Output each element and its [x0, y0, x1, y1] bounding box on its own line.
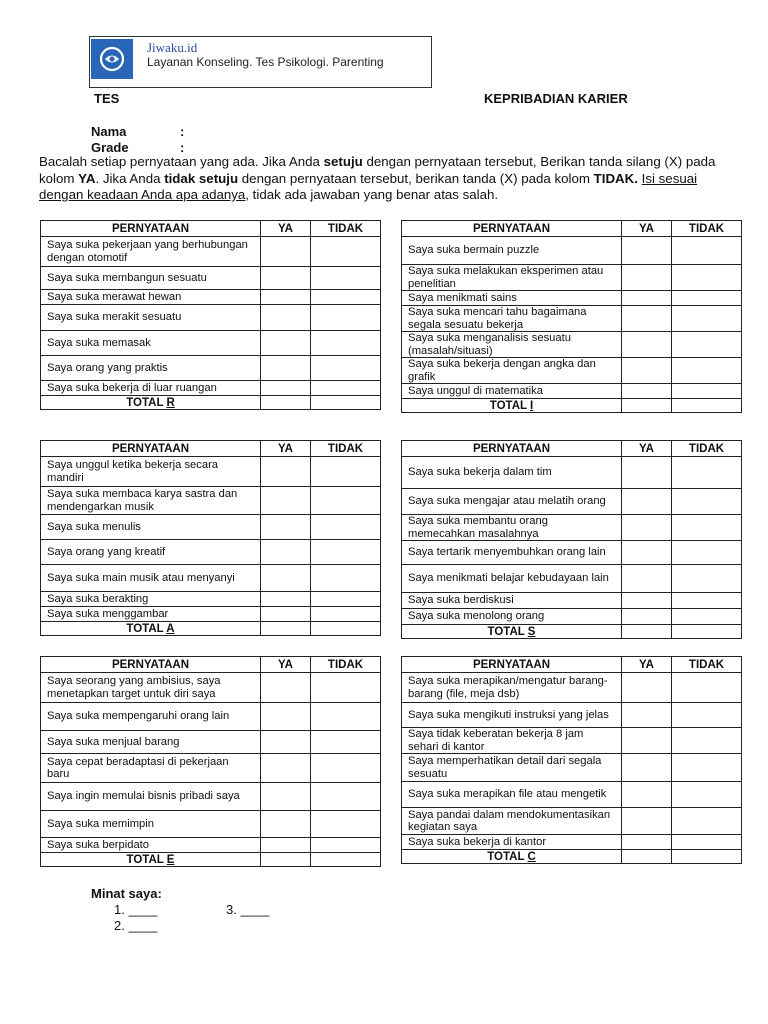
- no-cell[interactable]: [311, 811, 381, 838]
- no-cell[interactable]: [672, 457, 742, 489]
- total-label: TOTAL C: [402, 850, 622, 864]
- statement-cell: Saya suka bekerja dalam tim: [402, 457, 622, 489]
- statement-cell: Saya suka menolong orang: [402, 609, 622, 625]
- no-cell[interactable]: [672, 515, 742, 541]
- table-header-row: [402, 441, 742, 457]
- no-cell[interactable]: [672, 728, 742, 754]
- yes-cell[interactable]: [261, 331, 311, 356]
- yes-cell[interactable]: [261, 305, 311, 331]
- statement-cell: Saya unggul di matematika: [402, 384, 622, 399]
- col-no-header: TIDAK: [672, 441, 742, 457]
- statement-cell: Saya tertarik menyembuhkan orang lain: [402, 541, 622, 565]
- total-yes-cell[interactable]: [622, 399, 672, 413]
- total-yes-cell[interactable]: [261, 396, 311, 410]
- no-cell[interactable]: [672, 593, 742, 609]
- minat-title: Minat saya:: [91, 886, 162, 901]
- total-no-cell[interactable]: [672, 850, 742, 864]
- table-row: [41, 838, 381, 853]
- no-cell[interactable]: [672, 565, 742, 593]
- total-label: TOTAL A: [41, 622, 261, 636]
- table-row: [402, 835, 742, 850]
- yes-cell[interactable]: [261, 703, 311, 731]
- statement-cell: Saya suka membaca karya sastra dan mendengarkan musik: [41, 487, 261, 515]
- statement-cell: Saya ingin memulai bisnis pribadi saya: [41, 783, 261, 811]
- total-code: E: [166, 853, 175, 866]
- statement-cell: Saya suka mempengaruhi orang lain: [41, 703, 261, 731]
- col-no-header: TIDAK: [311, 441, 381, 457]
- no-cell[interactable]: [311, 515, 381, 540]
- yes-cell[interactable]: [261, 754, 311, 783]
- col-yes-header: YA: [261, 441, 311, 457]
- table-row: [402, 332, 742, 358]
- no-cell[interactable]: [672, 384, 742, 399]
- yes-cell[interactable]: [261, 565, 311, 592]
- table-row: [402, 291, 742, 306]
- statement-cell: Saya suka menulis: [41, 515, 261, 540]
- table-row: [402, 754, 742, 782]
- total-yes-cell[interactable]: [622, 850, 672, 864]
- statement-cell: Saya suka menganalisis sesuatu (masalah/situasi): [402, 332, 622, 358]
- table-row: [41, 237, 381, 267]
- no-cell[interactable]: [672, 703, 742, 728]
- table-row: [41, 305, 381, 331]
- statement-cell: Saya orang yang praktis: [41, 356, 261, 381]
- statement-cell: Saya suka membangun sesuatu: [41, 267, 261, 290]
- table-row: [41, 565, 381, 592]
- total-code: S: [527, 625, 536, 638]
- statement-cell: Saya suka merakit sesuatu: [41, 305, 261, 331]
- total-row: [41, 396, 381, 410]
- table-row: [402, 358, 742, 384]
- statement-cell: Saya menikmati sains: [402, 291, 622, 306]
- yes-cell[interactable]: [261, 515, 311, 540]
- col-yes-header: YA: [261, 221, 311, 237]
- instructions: Bacalah setiap pernyataan yang ada. Jika Anda setuju dengan pernyataan tersebut, Berikan tanda silang (X) pada kolom YA. Jika Anda tidak setuju dengan pernyataan tersebut, berikan tanda (X) pada kolom TIDAK. Isi sesuai dengan keadaan Anda apa adanya, tidak ada jawaban yang benar atas salah.: [39, 154, 716, 202]
- table-row: [402, 384, 742, 399]
- no-cell[interactable]: [311, 267, 381, 290]
- no-cell[interactable]: [311, 487, 381, 515]
- table-row: [402, 609, 742, 625]
- total-no-cell[interactable]: [672, 625, 742, 639]
- table-row: [41, 811, 381, 838]
- yes-cell[interactable]: [622, 593, 672, 609]
- col-statement-header: PERNYATAAN: [41, 657, 261, 673]
- table-row: [41, 731, 381, 754]
- table-row: [41, 290, 381, 305]
- no-cell[interactable]: [311, 381, 381, 396]
- table-row: [402, 728, 742, 754]
- yes-cell[interactable]: [261, 731, 311, 754]
- yes-cell[interactable]: [261, 838, 311, 853]
- jiwaku-logo-icon: [91, 39, 133, 79]
- total-no-cell[interactable]: [672, 399, 742, 413]
- statement-cell: Saya pandai dalam mendokumentasikan kegiatan saya: [402, 808, 622, 835]
- total-code: C: [527, 850, 536, 863]
- table-row: [41, 267, 381, 290]
- table-row: [402, 782, 742, 808]
- yes-cell[interactable]: [261, 487, 311, 515]
- yes-cell[interactable]: [622, 754, 672, 782]
- statement-cell: Saya suka mencari tahu bagaimana segala sesuatu bekerja: [402, 306, 622, 332]
- table-row: [402, 565, 742, 593]
- total-row: [41, 853, 381, 867]
- table-row: [41, 457, 381, 487]
- yes-cell[interactable]: [261, 540, 311, 565]
- table-row: [41, 540, 381, 565]
- yes-cell[interactable]: [261, 267, 311, 290]
- total-yes-cell[interactable]: [261, 853, 311, 867]
- table-row: [41, 673, 381, 703]
- table-row: [41, 607, 381, 622]
- no-cell[interactable]: [672, 306, 742, 332]
- table-header-row: [41, 221, 381, 237]
- col-no-header: TIDAK: [672, 657, 742, 673]
- table-r: [40, 220, 381, 410]
- statement-cell: Saya seorang yang ambisius, saya menetapkan target untuk diri saya: [41, 673, 261, 703]
- table-row: [41, 515, 381, 540]
- no-cell[interactable]: [311, 356, 381, 381]
- statement-cell: Saya tidak keberatan bekerja 8 jam sehari di kantor: [402, 728, 622, 754]
- brand-tagline: Layanan Konseling. Tes Psikologi. Parenting: [147, 55, 384, 69]
- total-code: R: [166, 396, 175, 409]
- minat-item-3: 3. ____: [226, 902, 270, 917]
- yes-cell[interactable]: [622, 609, 672, 625]
- table-i: [401, 220, 742, 413]
- total-row: [402, 850, 742, 864]
- no-cell[interactable]: [311, 731, 381, 754]
- table-header-row: [402, 657, 742, 673]
- col-statement-header: PERNYATAAN: [402, 441, 622, 457]
- no-cell[interactable]: [672, 291, 742, 306]
- yes-cell[interactable]: [261, 592, 311, 607]
- no-cell[interactable]: [311, 838, 381, 853]
- brand-name: Jiwaku.id: [147, 40, 198, 55]
- statement-cell: Saya suka berpidato: [41, 838, 261, 853]
- table-row: [402, 489, 742, 515]
- yes-cell[interactable]: [261, 811, 311, 838]
- no-cell[interactable]: [672, 673, 742, 703]
- no-cell[interactable]: [672, 237, 742, 265]
- statement-cell: Saya memperhatikan detail dari segala sesuatu: [402, 754, 622, 782]
- header-box: [89, 36, 432, 88]
- table-row: [41, 487, 381, 515]
- yes-cell[interactable]: [622, 291, 672, 306]
- total-label: TOTAL R: [41, 396, 261, 410]
- no-cell[interactable]: [672, 358, 742, 384]
- table-row: [402, 593, 742, 609]
- no-cell[interactable]: [311, 290, 381, 305]
- no-cell[interactable]: [672, 265, 742, 291]
- table-row: [402, 703, 742, 728]
- no-cell[interactable]: [311, 305, 381, 331]
- statement-cell: Saya menikmati belajar kebudayaan lain: [402, 565, 622, 593]
- no-cell[interactable]: [672, 609, 742, 625]
- statement-cell: Saya suka mengikuti instruksi yang jelas: [402, 703, 622, 728]
- yes-cell[interactable]: [622, 565, 672, 593]
- total-label: TOTAL I: [402, 399, 622, 413]
- statement-cell: Saya suka main musik atau menyanyi: [41, 565, 261, 592]
- total-code: I: [530, 399, 534, 412]
- no-cell[interactable]: [672, 541, 742, 565]
- statement-cell: Saya suka berdiskusi: [402, 593, 622, 609]
- yes-cell[interactable]: [622, 673, 672, 703]
- table-row: [41, 783, 381, 811]
- statement-cell: Saya suka merawat hewan: [41, 290, 261, 305]
- statement-cell: Saya suka merapikan/mengatur barang-barang (file, meja dsb): [402, 673, 622, 703]
- minat-item-1: 1. ____: [114, 902, 158, 917]
- yes-cell[interactable]: [261, 356, 311, 381]
- col-no-header: TIDAK: [311, 657, 381, 673]
- yes-cell[interactable]: [261, 381, 311, 396]
- yes-cell[interactable]: [622, 265, 672, 291]
- no-cell[interactable]: [672, 782, 742, 808]
- col-yes-header: YA: [261, 657, 311, 673]
- statement-cell: Saya suka bekerja di kantor: [402, 835, 622, 850]
- total-no-cell[interactable]: [311, 622, 381, 636]
- table-header-row: [402, 221, 742, 237]
- grade-label: Grade: [91, 140, 129, 155]
- table-row: [402, 306, 742, 332]
- yes-cell[interactable]: [622, 808, 672, 835]
- grade-colon: :: [180, 140, 185, 155]
- statement-cell: Saya orang yang kreatif: [41, 540, 261, 565]
- table-row: [41, 592, 381, 607]
- no-cell[interactable]: [311, 673, 381, 703]
- yes-cell[interactable]: [622, 728, 672, 754]
- table-row: [402, 457, 742, 489]
- total-code: A: [166, 622, 175, 635]
- no-cell[interactable]: [311, 457, 381, 487]
- no-cell[interactable]: [311, 237, 381, 267]
- col-no-header: TIDAK: [672, 221, 742, 237]
- yes-cell[interactable]: [261, 237, 311, 267]
- statement-cell: Saya cepat beradaptasi di pekerjaan baru: [41, 754, 261, 783]
- no-cell[interactable]: [311, 783, 381, 811]
- table-row: [41, 356, 381, 381]
- no-cell[interactable]: [311, 540, 381, 565]
- yes-cell[interactable]: [622, 457, 672, 489]
- table-header-row: [41, 441, 381, 457]
- statement-cell: Saya suka memasak: [41, 331, 261, 356]
- title-right: KEPRIBADIAN KARIER: [484, 91, 628, 106]
- no-cell[interactable]: [672, 489, 742, 515]
- statement-cell: Saya suka bekerja di luar ruangan: [41, 381, 261, 396]
- name-colon: :: [180, 124, 185, 139]
- name-label: Nama: [91, 124, 127, 139]
- yes-cell[interactable]: [261, 607, 311, 622]
- table-row: [41, 331, 381, 356]
- yes-cell[interactable]: [622, 358, 672, 384]
- yes-cell[interactable]: [622, 835, 672, 850]
- no-cell[interactable]: [311, 703, 381, 731]
- yes-cell[interactable]: [622, 782, 672, 808]
- minat-item-2: 2. ____: [114, 918, 158, 933]
- table-row: [402, 265, 742, 291]
- table-row: [402, 237, 742, 265]
- statement-cell: Saya suka membantu orang memecahkan masalahnya: [402, 515, 622, 541]
- yes-cell[interactable]: [622, 489, 672, 515]
- table-row: [41, 703, 381, 731]
- total-yes-cell[interactable]: [622, 625, 672, 639]
- total-row: [41, 622, 381, 636]
- no-cell[interactable]: [672, 332, 742, 358]
- table-row: [41, 381, 381, 396]
- table-a: [40, 440, 381, 636]
- yes-cell[interactable]: [622, 703, 672, 728]
- yes-cell[interactable]: [261, 457, 311, 487]
- col-yes-header: YA: [622, 657, 672, 673]
- col-yes-header: YA: [622, 441, 672, 457]
- no-cell[interactable]: [311, 607, 381, 622]
- table-row: [402, 673, 742, 703]
- title-left: TES: [94, 91, 120, 106]
- col-no-header: TIDAK: [311, 221, 381, 237]
- yes-cell[interactable]: [622, 384, 672, 399]
- no-cell[interactable]: [672, 808, 742, 835]
- statement-cell: Saya suka merapikan file atau mengetik: [402, 782, 622, 808]
- yes-cell[interactable]: [622, 541, 672, 565]
- col-statement-header: PERNYATAAN: [402, 657, 622, 673]
- no-cell[interactable]: [311, 331, 381, 356]
- statement-cell: Saya suka menjual barang: [41, 731, 261, 754]
- yes-cell[interactable]: [261, 783, 311, 811]
- yes-cell[interactable]: [261, 673, 311, 703]
- table-s: [401, 440, 742, 639]
- col-statement-header: PERNYATAAN: [41, 441, 261, 457]
- col-statement-header: PERNYATAAN: [402, 221, 622, 237]
- table-c: [401, 656, 742, 864]
- total-label: TOTAL S: [402, 625, 622, 639]
- statement-cell: Saya suka melakukan eksperimen atau penelitian: [402, 265, 622, 291]
- statement-cell: Saya suka bermain puzzle: [402, 237, 622, 265]
- no-cell[interactable]: [672, 835, 742, 850]
- statement-cell: Saya suka bekerja dengan angka dan grafik: [402, 358, 622, 384]
- no-cell[interactable]: [672, 754, 742, 782]
- no-cell[interactable]: [311, 592, 381, 607]
- yes-cell[interactable]: [261, 290, 311, 305]
- no-cell[interactable]: [311, 565, 381, 592]
- yes-cell[interactable]: [622, 306, 672, 332]
- total-no-cell[interactable]: [311, 396, 381, 410]
- table-row: [402, 808, 742, 835]
- yes-cell[interactable]: [622, 332, 672, 358]
- col-statement-header: PERNYATAAN: [41, 221, 261, 237]
- no-cell[interactable]: [311, 754, 381, 783]
- statement-cell: Saya suka pekerjaan yang berhubungan dengan otomotif: [41, 237, 261, 267]
- total-label: TOTAL E: [41, 853, 261, 867]
- table-e: [40, 656, 381, 867]
- statement-cell: Saya suka mengajar atau melatih orang: [402, 489, 622, 515]
- statement-cell: Saya unggul ketika bekerja secara mandiri: [41, 457, 261, 487]
- statement-cell: Saya suka menggambar: [41, 607, 261, 622]
- table-row: [41, 754, 381, 783]
- table-row: [402, 541, 742, 565]
- total-row: [402, 625, 742, 639]
- total-yes-cell[interactable]: [261, 622, 311, 636]
- statement-cell: Saya suka berakting: [41, 592, 261, 607]
- yes-cell[interactable]: [622, 237, 672, 265]
- table-row: [402, 515, 742, 541]
- col-yes-header: YA: [622, 221, 672, 237]
- total-no-cell[interactable]: [311, 853, 381, 867]
- yes-cell[interactable]: [622, 515, 672, 541]
- total-row: [402, 399, 742, 413]
- table-header-row: [41, 657, 381, 673]
- statement-cell: Saya suka memimpin: [41, 811, 261, 838]
